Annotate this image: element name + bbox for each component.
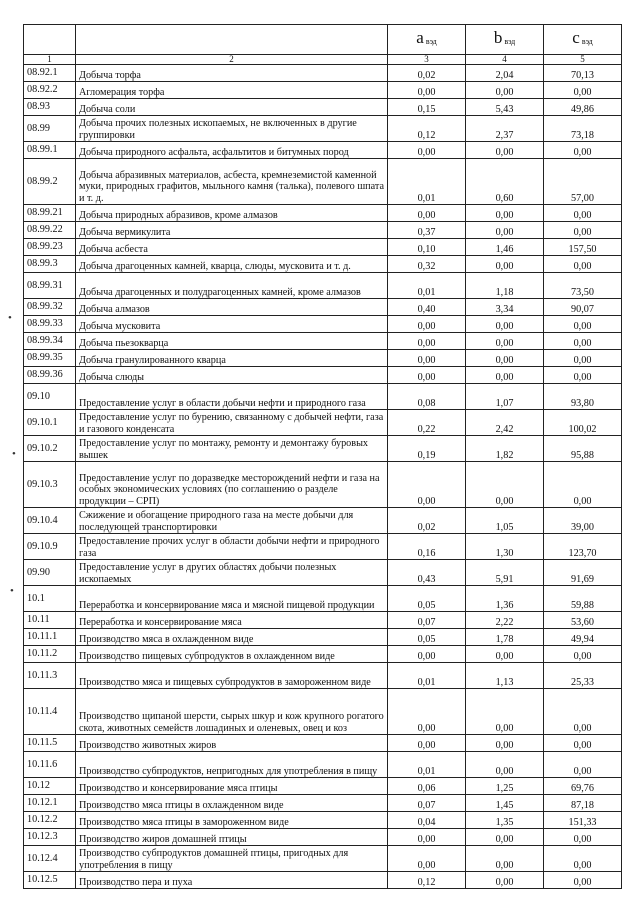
- row-value-b: 2,04: [466, 65, 544, 82]
- row-value-a: 0,08: [388, 384, 466, 410]
- row-value-a: 0,00: [388, 350, 466, 367]
- row-value-a: 0,00: [388, 205, 466, 222]
- row-name: Производство мяса птицы в замороженном виде: [76, 812, 388, 829]
- row-code: 09.10.2: [24, 436, 76, 462]
- row-name: Производство пищевых субпродуктов в охлажденном виде: [76, 646, 388, 663]
- table-row: [24, 367, 622, 384]
- row-name: Добыча абразивных материалов, асбеста, кремнеземистой каменной муки, природных графитов, мыльного камня (талька), полевого шпата и т. д.: [76, 159, 388, 205]
- row-name: Производство мяса в охлажденном виде: [76, 629, 388, 646]
- row-value-c: 0,00: [544, 829, 622, 846]
- row-value-a: 0,00: [388, 646, 466, 663]
- row-value-a: 0,05: [388, 586, 466, 612]
- row-code: 08.99: [24, 116, 76, 142]
- row-name: Производство мяса и пищевых субпродуктов в замороженном виде: [76, 663, 388, 689]
- row-value-b: 1,82: [466, 436, 544, 462]
- row-name: Добыча прочих полезных ископаемых, не включенных в другие группировки: [76, 116, 388, 142]
- table-row: [24, 256, 622, 273]
- row-value-c: 100,02: [544, 410, 622, 436]
- row-value-b: 2,42: [466, 410, 544, 436]
- table-row: [24, 82, 622, 99]
- row-name: Добыча асбеста: [76, 239, 388, 256]
- row-value-a: 0,02: [388, 65, 466, 82]
- row-value-c: 49,86: [544, 99, 622, 116]
- row-name: Предоставление услуг в области добычи нефти и природного газа: [76, 384, 388, 410]
- table-row: [24, 316, 622, 333]
- row-value-b: 0,00: [466, 752, 544, 778]
- row-value-c: 151,33: [544, 812, 622, 829]
- table-row: [24, 350, 622, 367]
- row-value-b: 0,00: [466, 350, 544, 367]
- row-value-c: 25,33: [544, 663, 622, 689]
- row-code: 10.11.1: [24, 629, 76, 646]
- row-value-c: 73,18: [544, 116, 622, 142]
- row-code: 09.90: [24, 560, 76, 586]
- row-value-a: 0,00: [388, 316, 466, 333]
- row-name: Добыча алмазов: [76, 299, 388, 316]
- row-code: 10.12.1: [24, 795, 76, 812]
- row-code: 10.12.2: [24, 812, 76, 829]
- row-value-c: 0,00: [544, 872, 622, 889]
- row-code: 08.99.2: [24, 159, 76, 205]
- row-value-c: 0,00: [544, 316, 622, 333]
- row-value-b: 0,00: [466, 333, 544, 350]
- row-value-a: 0,00: [388, 142, 466, 159]
- row-name: Добыча природного асфальта, асфальтитов и битумных пород: [76, 142, 388, 159]
- row-value-c: 0,00: [544, 462, 622, 508]
- table-row: [24, 508, 622, 534]
- header-a-cell: a вэд: [388, 25, 466, 55]
- row-value-c: 39,00: [544, 508, 622, 534]
- row-code: 08.92.2: [24, 82, 76, 99]
- table-row: [24, 829, 622, 846]
- row-value-b: 0,00: [466, 205, 544, 222]
- row-code: 09.10.3: [24, 462, 76, 508]
- row-value-b: 3,34: [466, 299, 544, 316]
- row-code: 10.11.2: [24, 646, 76, 663]
- row-value-b: 1,25: [466, 778, 544, 795]
- row-code: 10.11.5: [24, 735, 76, 752]
- row-code: 10.11.3: [24, 663, 76, 689]
- row-value-a: 0,43: [388, 560, 466, 586]
- row-code: 09.10.9: [24, 534, 76, 560]
- table-row: [24, 586, 622, 612]
- table-row: [24, 462, 622, 508]
- column-index: 5: [544, 55, 622, 65]
- row-name: Агломерация торфа: [76, 82, 388, 99]
- row-value-b: 1,30: [466, 534, 544, 560]
- header-code-cell: [24, 25, 76, 55]
- row-value-a: 0,01: [388, 663, 466, 689]
- row-value-c: 0,00: [544, 846, 622, 872]
- row-value-b: 1,36: [466, 586, 544, 612]
- row-name: Добыча природных абразивов, кроме алмазов: [76, 205, 388, 222]
- table-row: [24, 534, 622, 560]
- table-row: [24, 778, 622, 795]
- column-index: 4: [466, 55, 544, 65]
- row-name: Предоставление услуг по доразведке месторождений нефти и газа на особых экономических условиях (по соглашению о разделе продукции – СРП): [76, 462, 388, 508]
- row-value-b: 0,00: [466, 872, 544, 889]
- table-row: [24, 629, 622, 646]
- row-value-b: 0,00: [466, 735, 544, 752]
- row-value-b: 5,43: [466, 99, 544, 116]
- row-value-a: 0,00: [388, 846, 466, 872]
- row-name: Добыча вермикулита: [76, 222, 388, 239]
- header-row: [24, 25, 622, 55]
- row-value-a: 0,04: [388, 812, 466, 829]
- row-value-a: 0,12: [388, 872, 466, 889]
- row-name: Добыча слюды: [76, 367, 388, 384]
- table-row: [24, 384, 622, 410]
- table-row: [24, 560, 622, 586]
- row-name: Добыча мусковита: [76, 316, 388, 333]
- table-row: [24, 752, 622, 778]
- row-code: 10.11.6: [24, 752, 76, 778]
- row-value-b: 1,05: [466, 508, 544, 534]
- table-row: [24, 333, 622, 350]
- row-value-c: 0,00: [544, 752, 622, 778]
- table-row: [24, 299, 622, 316]
- row-value-a: 0,12: [388, 116, 466, 142]
- row-code: 08.99.33: [24, 316, 76, 333]
- row-value-b: 1,46: [466, 239, 544, 256]
- row-value-b: 0,00: [466, 462, 544, 508]
- row-value-c: 59,88: [544, 586, 622, 612]
- table-row: [24, 142, 622, 159]
- row-value-c: 0,00: [544, 205, 622, 222]
- row-name: Производство пера и пуха: [76, 872, 388, 889]
- row-value-c: 0,00: [544, 256, 622, 273]
- row-value-b: 1,13: [466, 663, 544, 689]
- row-code: 09.10.1: [24, 410, 76, 436]
- row-code: 10.12.4: [24, 846, 76, 872]
- row-value-c: 70,13: [544, 65, 622, 82]
- header-b-cell: b вэд: [466, 25, 544, 55]
- row-name: Добыча торфа: [76, 65, 388, 82]
- row-value-a: 0,10: [388, 239, 466, 256]
- row-value-a: 0,00: [388, 829, 466, 846]
- row-value-a: 0,00: [388, 735, 466, 752]
- row-value-a: 0,06: [388, 778, 466, 795]
- row-name: Производство мяса птицы в охлажденном виде: [76, 795, 388, 812]
- row-value-b: 0,00: [466, 222, 544, 239]
- table-row: [24, 436, 622, 462]
- table-row: [24, 689, 622, 735]
- row-value-c: 123,70: [544, 534, 622, 560]
- table-row: [24, 872, 622, 889]
- row-name: Производство и консервирование мяса птицы: [76, 778, 388, 795]
- row-code: 08.99.1: [24, 142, 76, 159]
- table-row: [24, 812, 622, 829]
- row-value-a: 0,01: [388, 273, 466, 299]
- table-row: [24, 65, 622, 82]
- row-code: 10.12.3: [24, 829, 76, 846]
- row-name: Предоставление услуг в других областях добычи полезных ископаемых: [76, 560, 388, 586]
- row-code: 08.99.34: [24, 333, 76, 350]
- table-row: [24, 846, 622, 872]
- table-row: [24, 735, 622, 752]
- row-value-b: 0,60: [466, 159, 544, 205]
- row-value-c: 57,00: [544, 159, 622, 205]
- row-value-c: 95,88: [544, 436, 622, 462]
- row-value-b: 5,91: [466, 560, 544, 586]
- row-code: 09.10.4: [24, 508, 76, 534]
- table-row: [24, 205, 622, 222]
- table-row: [24, 410, 622, 436]
- row-value-c: 87,18: [544, 795, 622, 812]
- row-value-a: 0,16: [388, 534, 466, 560]
- row-name: Добыча гранулированного кварца: [76, 350, 388, 367]
- table-row: [24, 646, 622, 663]
- row-name: Добыча пьезокварца: [76, 333, 388, 350]
- row-code: 08.92.1: [24, 65, 76, 82]
- row-value-a: 0,00: [388, 82, 466, 99]
- row-value-b: 0,00: [466, 256, 544, 273]
- column-index: 2: [76, 55, 388, 65]
- row-value-a: 0,00: [388, 689, 466, 735]
- row-name: Добыча драгоценных и полудрагоценных камней, кроме алмазов: [76, 273, 388, 299]
- row-value-b: 0,00: [466, 82, 544, 99]
- row-name: Производство щипаной шерсти, сырых шкур и кож крупного рогатого скота, животных семейств лошадиных и оленевых, овец и коз: [76, 689, 388, 735]
- row-value-b: 0,00: [466, 646, 544, 663]
- row-value-a: 0,32: [388, 256, 466, 273]
- row-value-a: 0,15: [388, 99, 466, 116]
- table-row: [24, 239, 622, 256]
- row-value-c: 53,60: [544, 612, 622, 629]
- row-value-a: 0,01: [388, 752, 466, 778]
- row-value-c: 90,07: [544, 299, 622, 316]
- row-value-b: 0,00: [466, 829, 544, 846]
- row-value-b: 1,18: [466, 273, 544, 299]
- row-value-b: 1,35: [466, 812, 544, 829]
- row-code: 10.11: [24, 612, 76, 629]
- table-row: [24, 612, 622, 629]
- row-value-a: 0,22: [388, 410, 466, 436]
- row-value-c: 0,00: [544, 367, 622, 384]
- row-code: 08.93: [24, 99, 76, 116]
- row-name: Производство животных жиров: [76, 735, 388, 752]
- table-row: [24, 222, 622, 239]
- row-code: 10.1: [24, 586, 76, 612]
- row-value-c: 0,00: [544, 350, 622, 367]
- row-name: Производство субпродуктов, непригодных для употребления в пищу: [76, 752, 388, 778]
- row-code: 08.99.36: [24, 367, 76, 384]
- row-value-b: 1,78: [466, 629, 544, 646]
- column-index: 1: [24, 55, 76, 65]
- table-row: [24, 663, 622, 689]
- row-value-c: 0,00: [544, 333, 622, 350]
- row-value-b: 2,22: [466, 612, 544, 629]
- row-value-c: 49,94: [544, 629, 622, 646]
- row-value-c: 0,00: [544, 222, 622, 239]
- row-code: 10.11.4: [24, 689, 76, 735]
- row-value-a: 0,00: [388, 367, 466, 384]
- row-code: 08.99.31: [24, 273, 76, 299]
- row-value-a: 0,05: [388, 629, 466, 646]
- row-name: Производство субпродуктов домашней птицы, пригодных для употребления в пищу: [76, 846, 388, 872]
- row-name: Переработка и консервирование мяса: [76, 612, 388, 629]
- row-value-b: 1,45: [466, 795, 544, 812]
- margin-mark: •: [8, 312, 12, 324]
- row-value-a: 0,00: [388, 462, 466, 508]
- coefficients-table: [23, 24, 622, 889]
- row-value-c: 0,00: [544, 735, 622, 752]
- row-value-b: 0,00: [466, 689, 544, 735]
- row-value-a: 0,01: [388, 159, 466, 205]
- row-name: Предоставление услуг по бурению, связанному с добычей нефти, газа и газового конденсата: [76, 410, 388, 436]
- row-name: Сжижение и обогащение природного газа на месте добычи для последующей транспортировки: [76, 508, 388, 534]
- row-value-b: 0,00: [466, 846, 544, 872]
- column-index: 3: [388, 55, 466, 65]
- row-code: 08.99.35: [24, 350, 76, 367]
- row-code: 08.99.21: [24, 205, 76, 222]
- table-row: [24, 116, 622, 142]
- row-value-c: 93,80: [544, 384, 622, 410]
- row-code: 09.10: [24, 384, 76, 410]
- row-code: 10.12.5: [24, 872, 76, 889]
- header-c-cell: c вэд: [544, 25, 622, 55]
- margin-mark: •: [12, 448, 16, 460]
- row-value-c: 0,00: [544, 646, 622, 663]
- row-code: 08.99.32: [24, 299, 76, 316]
- row-value-a: 0,07: [388, 612, 466, 629]
- row-code: 08.99.3: [24, 256, 76, 273]
- row-value-a: 0,00: [388, 333, 466, 350]
- row-name: Предоставление прочих услуг в области добычи нефти и природного газа: [76, 534, 388, 560]
- row-value-a: 0,07: [388, 795, 466, 812]
- column-index-row: [24, 55, 622, 65]
- row-value-a: 0,40: [388, 299, 466, 316]
- margin-mark: •: [10, 585, 14, 597]
- row-value-c: 157,50: [544, 239, 622, 256]
- row-value-b: 1,07: [466, 384, 544, 410]
- row-value-c: 69,76: [544, 778, 622, 795]
- header-name-cell: [76, 25, 388, 55]
- row-value-a: 0,02: [388, 508, 466, 534]
- table-row: [24, 159, 622, 205]
- row-value-c: 0,00: [544, 689, 622, 735]
- row-value-b: 0,00: [466, 367, 544, 384]
- row-name: Добыча соли: [76, 99, 388, 116]
- table-row: [24, 99, 622, 116]
- row-value-c: 91,69: [544, 560, 622, 586]
- row-code: 10.12: [24, 778, 76, 795]
- table-row: [24, 273, 622, 299]
- row-value-b: 0,00: [466, 142, 544, 159]
- row-value-a: 0,37: [388, 222, 466, 239]
- row-name: Предоставление услуг по монтажу, ремонту и демонтажу буровых вышек: [76, 436, 388, 462]
- row-value-a: 0,19: [388, 436, 466, 462]
- row-code: 08.99.23: [24, 239, 76, 256]
- row-name: Производство жиров домашней птицы: [76, 829, 388, 846]
- table-row: [24, 795, 622, 812]
- row-value-b: 2,37: [466, 116, 544, 142]
- row-value-c: 73,50: [544, 273, 622, 299]
- row-name: Переработка и консервирование мяса и мясной пищевой продукции: [76, 586, 388, 612]
- row-value-c: 0,00: [544, 142, 622, 159]
- row-name: Добыча драгоценных камней, кварца, слюды, мусковита и т. д.: [76, 256, 388, 273]
- row-value-c: 0,00: [544, 82, 622, 99]
- row-code: 08.99.22: [24, 222, 76, 239]
- row-value-b: 0,00: [466, 316, 544, 333]
